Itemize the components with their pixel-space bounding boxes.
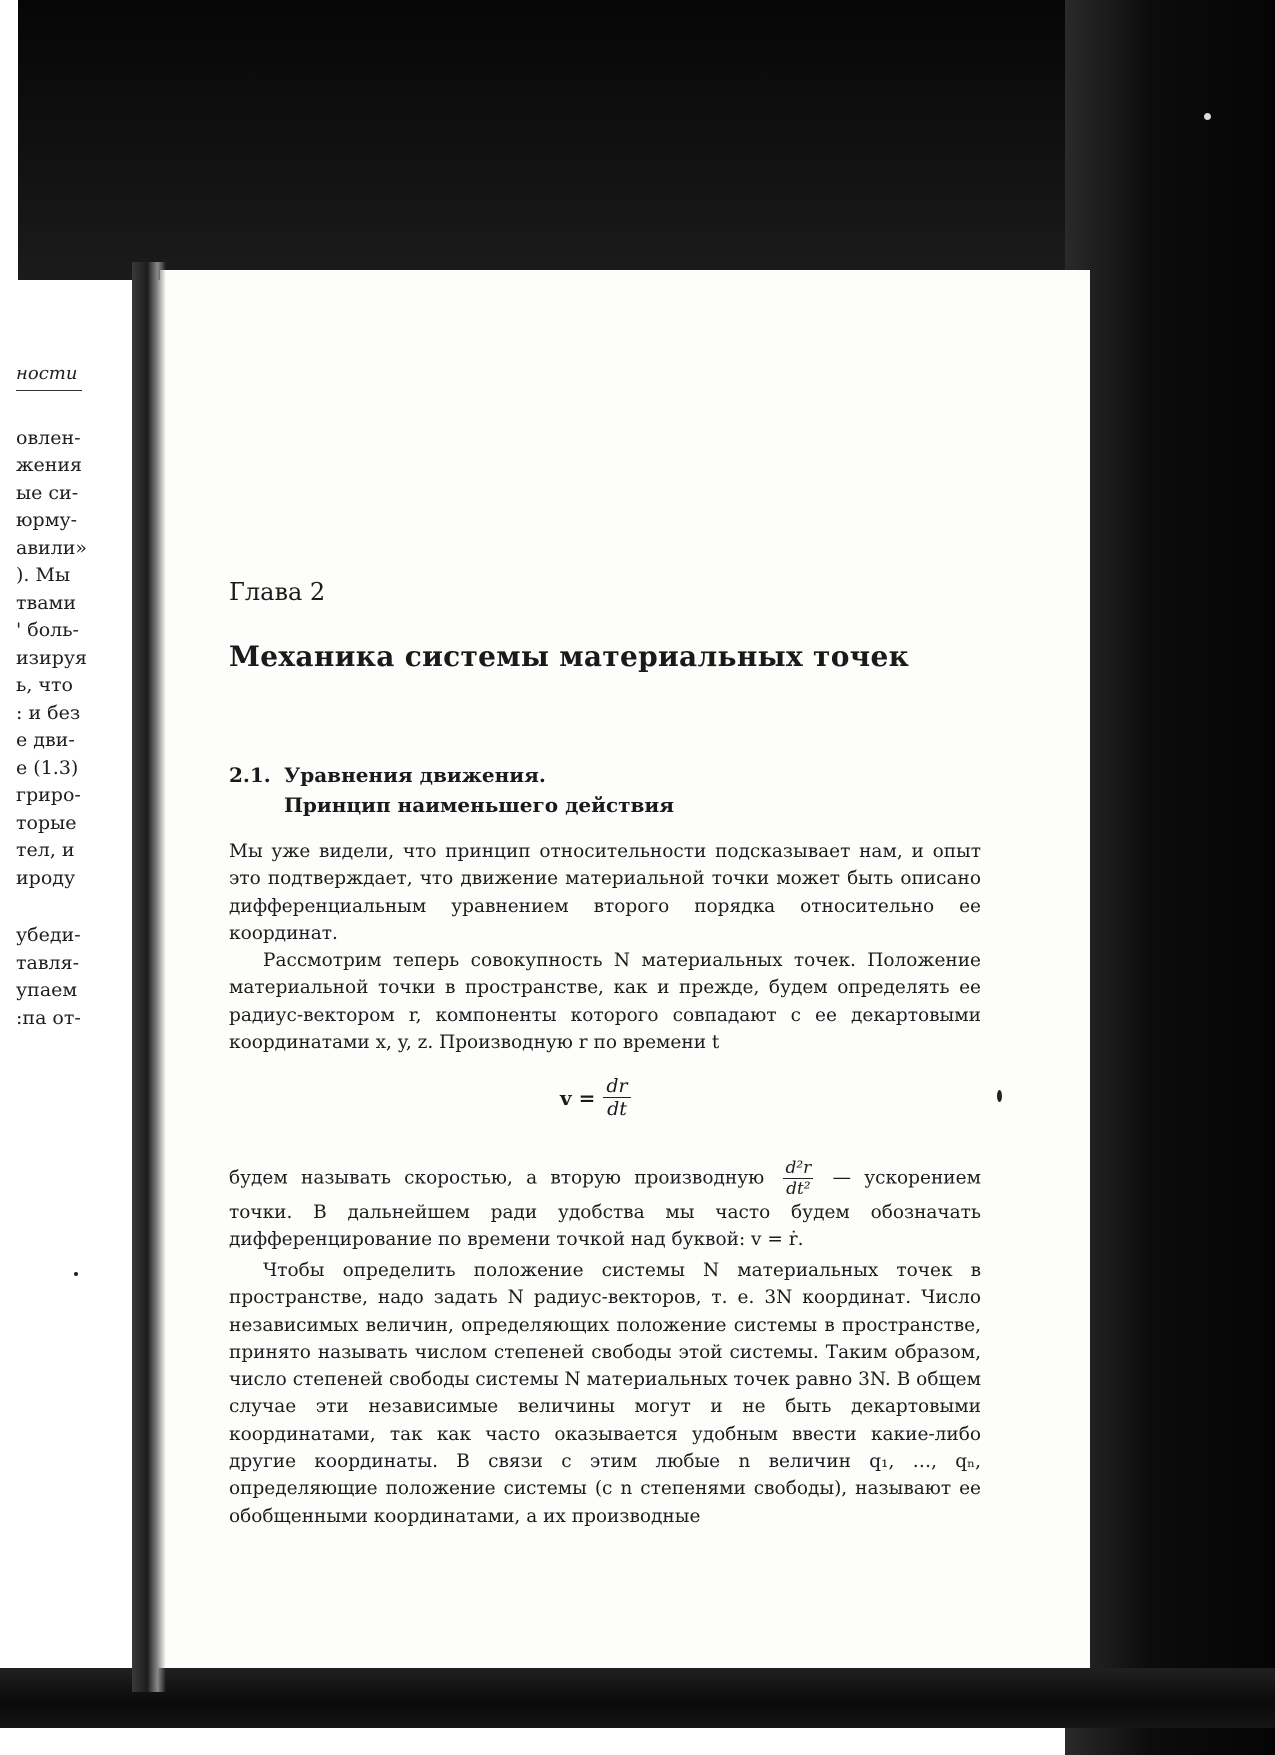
left-page-line: ироду [16, 866, 76, 889]
velocity-formula [560, 1075, 631, 1120]
formula-denominator: dt [607, 1098, 627, 1120]
left-page-line: :па от- [16, 1006, 81, 1029]
scan-border-bottom [0, 1668, 1275, 1728]
scan-border-right [1065, 0, 1275, 1755]
paragraph-3 [229, 1158, 981, 1254]
inline-denominator: dt² [786, 1179, 811, 1199]
formula-fraction [603, 1075, 630, 1120]
paragraph-2 [229, 947, 981, 1056]
left-page-line: торые [16, 811, 77, 834]
paragraph-3-before: будем называть скоростью, а вторую производную [229, 1167, 765, 1189]
left-page-line: твами [16, 591, 76, 614]
left-page-line: е дви- [16, 729, 75, 751]
paragraph-3-after: — ускорением точки. В дальнейшем ради удобства мы часто будем обозначать дифференцирование по времени точкой над буквой: v = ṙ. [229, 1167, 981, 1251]
formula-numerator: dr [603, 1075, 630, 1098]
paragraph-1-text: Мы уже видели, что принцип относительности подсказывает нам, и опыт это подтверждает, что движение материальной точки может быть описано дифференциальным уравнением второго порядка относительно ее координат. [229, 841, 981, 944]
left-page-line: упаем [16, 979, 78, 1001]
left-lines-b [16, 922, 116, 1032]
left-page-line: юрму- [16, 509, 78, 531]
scan-speck [74, 1272, 78, 1276]
left-page-line: убеди- [16, 924, 81, 946]
left-page-line: : и без [16, 701, 81, 724]
scan-speck [997, 1090, 1002, 1102]
inline-numerator: d²r [785, 1158, 812, 1178]
chapter-title: Механика системы материальных точек [229, 640, 910, 673]
left-page-line: тел, и [16, 839, 75, 861]
paragraph-4-text: Чтобы определить положение системы N материальных точек в пространстве, надо задать N радиус-векторов, т. е. 3N координат. Число независимых величин, определяющих положение системы в пространстве, принято называть числом степеней свободы этой системы. Таким образом, число степеней свободы системы N материальных точек равно 3N. В общем случае эти независимые величины могут и не быть декартовыми координатами, так как часто оказывается удобным ввести какие-либо другие координаты. В связи с этим любые n величин q₁, …, qₙ, определяющие положение системы (с n степенями свободы), называют ее обобщенными координатами, а их производные [229, 1260, 981, 1527]
section-number: 2.1. [229, 763, 271, 787]
left-page-line: ' боль- [16, 619, 79, 641]
section-title-line2: Принцип наименьшего действия [284, 793, 675, 817]
scan-speck [1204, 113, 1211, 120]
left-page-line: изируя [16, 646, 88, 669]
paragraph-2-text: Рассмотрим теперь совокупность N материальных точек. Положение материальной точки в пространстве, как и прежде, будем определять ее радиус-вектором r, компоненты которого совпадают с ее декартовыми координатами x, y, z. Производную r по времени t [229, 950, 981, 1053]
left-page-line: овлен- [16, 426, 81, 449]
left-page-line: авили» [16, 536, 88, 559]
left-page-line: ). Мы [16, 564, 71, 586]
paragraph-4 [229, 1257, 981, 1530]
acceleration-fraction [783, 1158, 813, 1199]
left-page-line: е (1.3) [16, 756, 79, 779]
left-page-line: гриро- [16, 784, 81, 806]
chapter-label: Глава 2 [229, 578, 326, 606]
book-spine-shadow [132, 262, 166, 1692]
formula-lhs: v = [560, 1085, 596, 1110]
paragraph-1 [229, 838, 981, 947]
left-page-fragment [16, 360, 116, 1032]
left-lines-a [16, 425, 116, 893]
left-page-line: тавля- [16, 951, 80, 974]
section-title-line1: Уравнения движения. [284, 763, 546, 787]
left-page-line: ые си- [16, 481, 79, 504]
section-heading [229, 760, 674, 820]
left-page-line: жения [16, 454, 83, 476]
left-running-head: ности [16, 360, 82, 391]
left-page-line: ь, что [16, 674, 73, 696]
